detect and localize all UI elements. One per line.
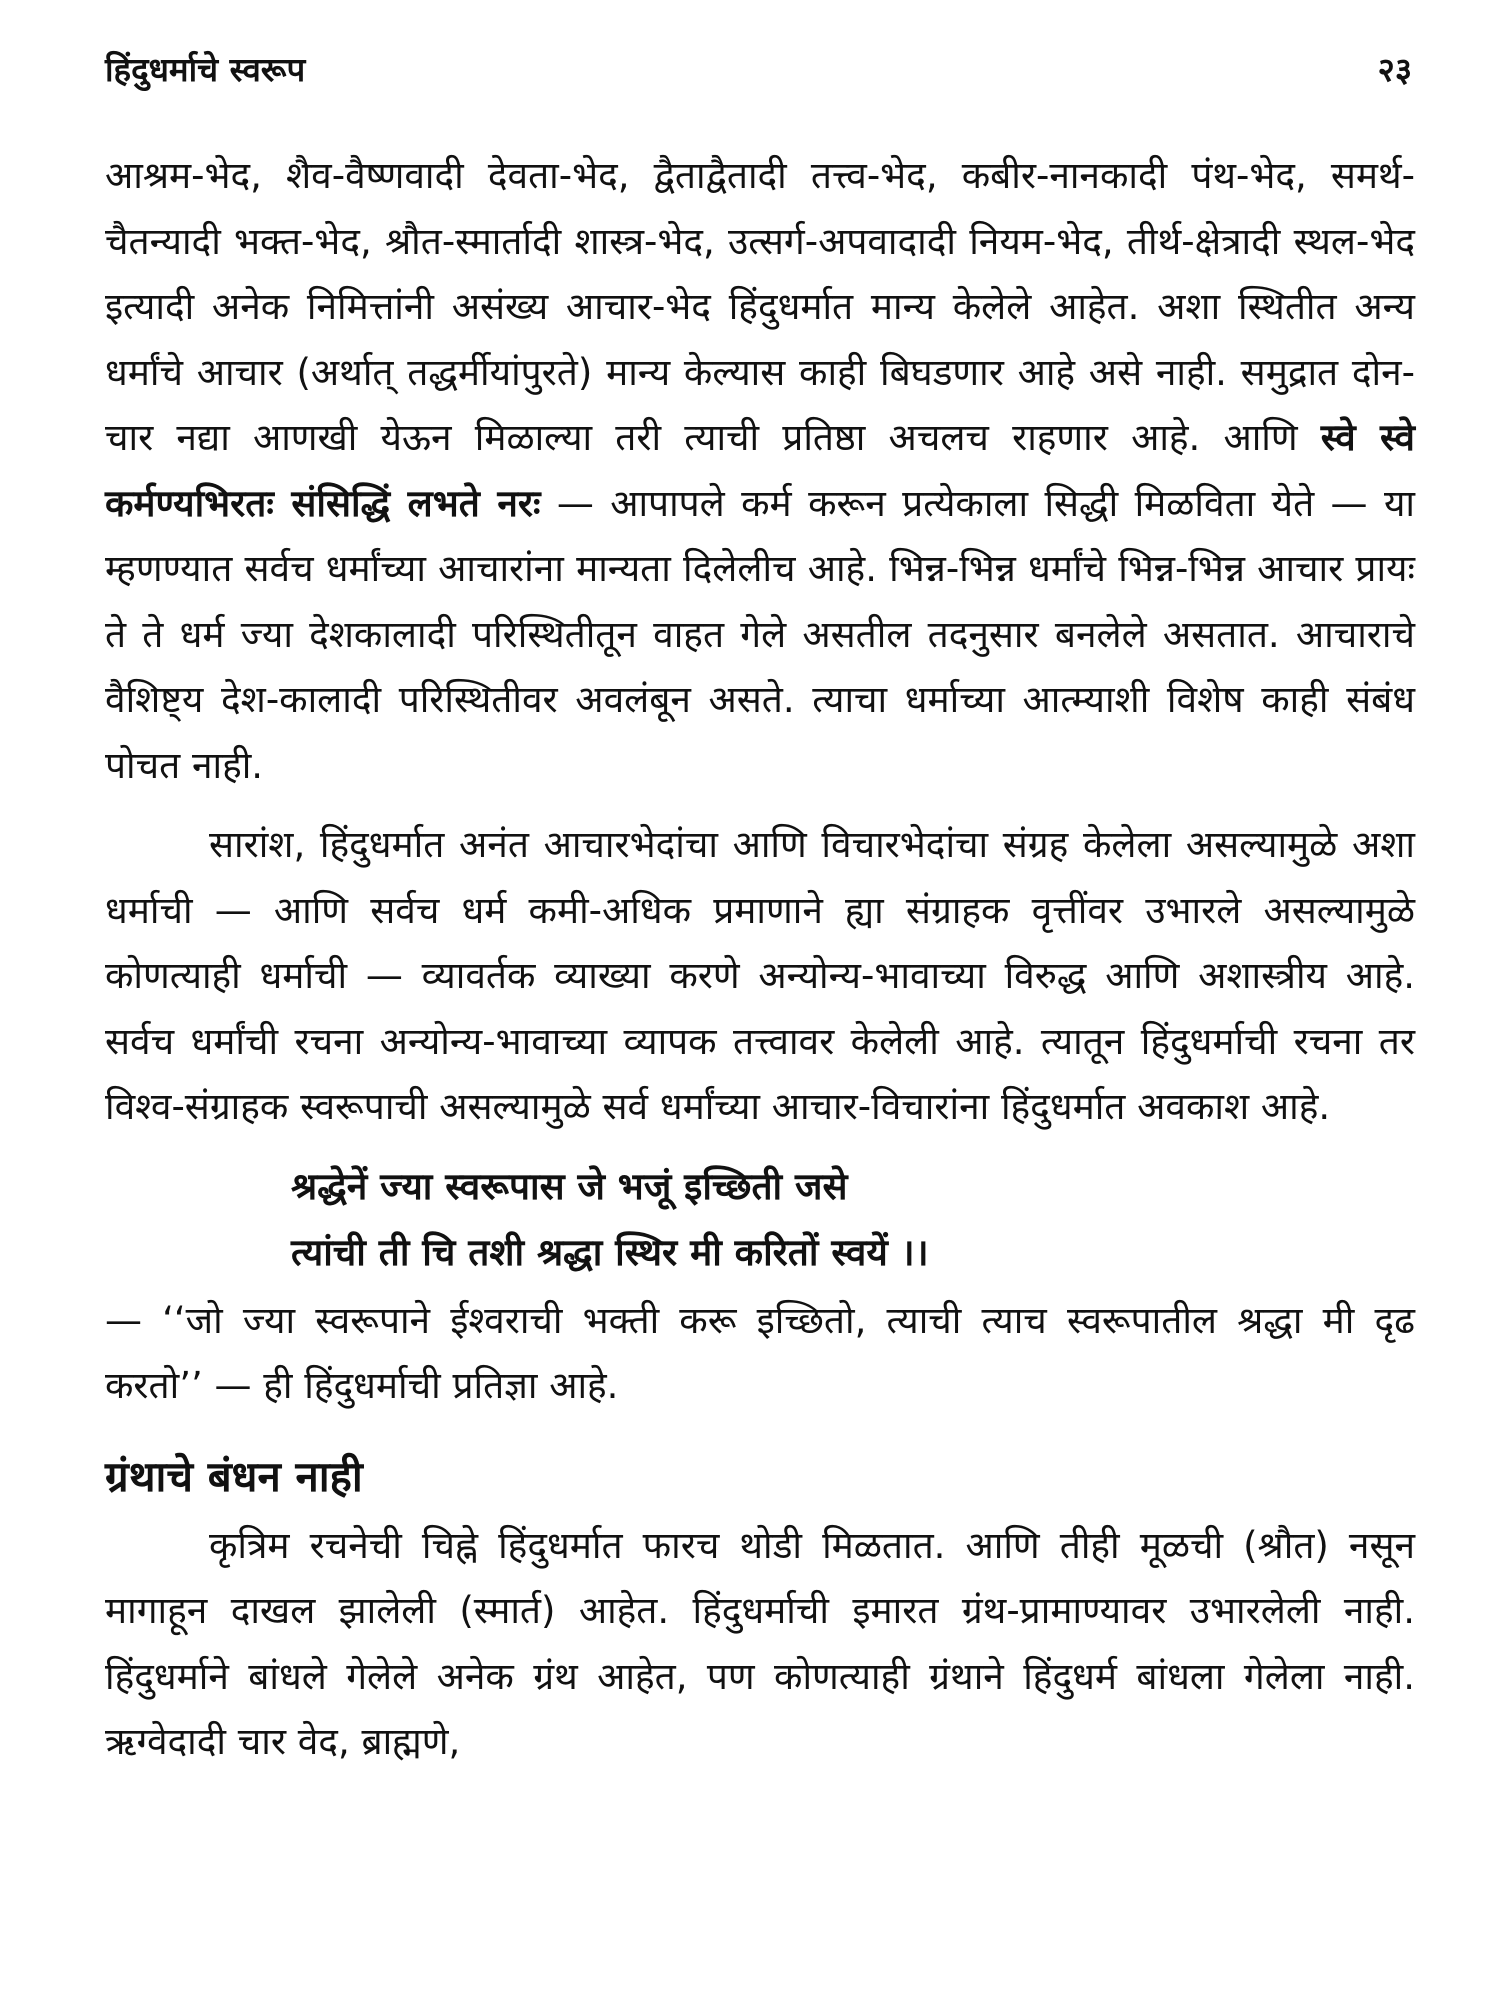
verse-line-2: त्यांची ती चि तशी श्रद्धा स्थिर मी करितों स्वयें ।। [291,1230,929,1274]
section-paragraph: कृत्रिम रचनेची चिह्ने हिंदुधर्मात फारच थोडी मिळतात. आणि तीही मूळची (श्रौत) नसून मागाहून दाखल झालेली (स्मार्त) आहेत. हिंदुधर्माची इमारत ग्रंथ-प्रामाण्यावर उभारलेली नाही. हिंदुधर्माने बांधले गेलेले अनेक ग्रंथ आहेत, पण कोणत्याही ग्रंथाने हिंदुधर्म बांधला गेलेला नाही. ऋग्वेदादी चार वेद, ब्राह्मणे, [105,1523,1415,1763]
running-header [105,38,1412,98]
paragraph-text: — आपापले कर्म करून प्रत्येकाला सिद्धी मिळविता येते — या म्हणण्यात सर्वच धर्मांच्या आचारांना मान्यता दिलेलीच आहे. भिन्न-भिन्न धर्मांचे भिन्न-भिन्न आचार प्रायः ते ते धर्म ज्या देशकालादी परिस्थितीतून वाहत गेले असतील तदनुसार बनलेले असतात. आचाराचे वैशिष्ट्य देश-कालादी परिस्थितीवर अवलंबून असते. त्याचा धर्माच्या आत्म्याशी विशेष काही संबंध पोचत नाही. [105,481,1415,787]
paragraph-text: आश्रम-भेद, शैव-वैष्णवादी देवता-भेद, द्वैताद्वैतादी तत्त्व-भेद, कबीर-नानकादी पंथ-भेद, समर्थ-चैतन्यादी भक्त-भेद, श्रौत-स्मार्तादी शास्त्र-भेद, उत्सर्ग-अपवादादी नियम-भेद, तीर्थ-क्षेत्रादी स्थल-भेद इत्यादी अनेक निमित्तांनी असंख्य आचार-भेद हिंदुधर्मात मान्य केलेले आहेत. अशा स्थितीत अन्य धर्मांचे आचार (अर्थात् तद्धर्मीयांपुरते) मान्य केल्यास काही बिघडणार आहे असे नाही. समुद्रात दोन-चार नद्या आणखी येऊन मिळाल्या तरी त्याची प्रतिष्ठा अचलच राहणार आहे. आणि [105,154,1415,459]
verse-translation: — ‘‘जो ज्या स्वरूपाने ईश्वराची भक्ती करू इच्छितो, त्याची त्याच स्वरूपातील श्रद्धा मी दृढ करतो’’ — ही हिंदुधर्माची प्रतिज्ञा आहे. [105,1298,1415,1407]
running-title: हिंदुधर्माचे स्वरूप [105,49,306,89]
verse-line-1: श्रद्धेनें ज्या स्वरूपास जे भजूं इच्छिती जसे [291,1164,848,1208]
paragraph-continuation [105,143,1415,798]
verse-block [105,1154,1415,1286]
page-number: २३ [1377,49,1412,89]
paragraph-summary: सारांश, हिंदुधर्मात अनंत आचारभेदांचा आणि विचारभेदांचा संग्रह केलेला असल्यामुळे अशा धर्माची — आणि सर्वच धर्म कमी-अधिक प्रमाणाने ह्या संग्राहक वृत्तींवर उभारले असल्यामुळे कोणत्याही धर्माची — व्यावर्तक व्याख्या करणे अन्योन्य-भावाच्या विरुद्ध आणि अशास्त्रीय आहे. सर्वच धर्मांची रचना अन्योन्य-भावाच्या व्यापक तत्त्वावर केलेली आहे. त्यातून हिंदुधर्माची रचना तर विश्व-संग्राहक स्वरूपाची असल्यामुळे सर्व धर्मांच्या आचार-विचारांना हिंदुधर्मात अवकाश आहे. [105,823,1415,1128]
page-body [105,143,1415,1775]
sanskrit-quote: स्वे स्वे कर्मण्यभिरतः संसिद्धिं लभते नरः [105,416,1415,525]
section-heading: ग्रंथाचे बंधन नाही [105,1451,363,1501]
